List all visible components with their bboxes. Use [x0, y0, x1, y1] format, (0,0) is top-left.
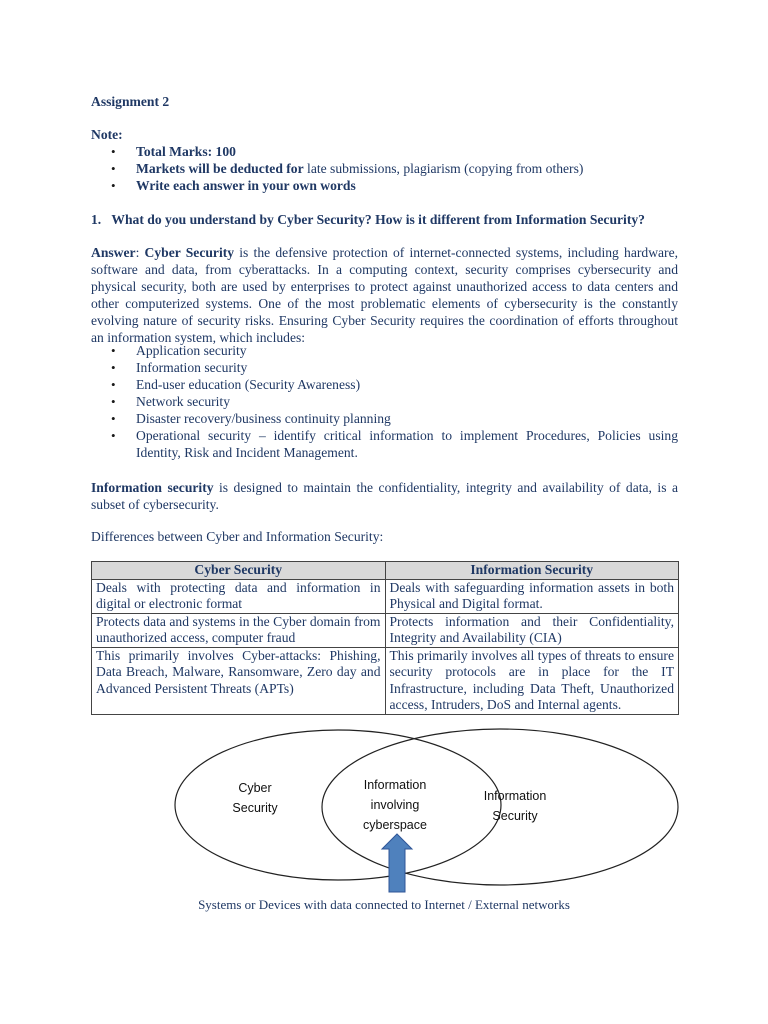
assignment-title: Assignment 2 — [91, 94, 170, 109]
comparison-table — [91, 561, 679, 715]
up-arrow-shape — [382, 834, 412, 892]
differences-heading: Differences between Cyber and Information Security: — [91, 529, 384, 544]
label-line: cyberspace — [363, 818, 427, 832]
question-1: 1. What do you understand by Cyber Security? How is it different from Information Security? — [91, 212, 645, 227]
note-list — [91, 143, 678, 194]
note-label: Note: — [91, 127, 123, 142]
info-security-term: Information security — [91, 480, 214, 495]
diagram-caption: Systems or Devices with data connected to Internet / External networks — [198, 897, 570, 912]
table-cell: This primarily involves Cyber-attacks: Phishing, Data Breach, Malware, Ransomware, Zero day and Advanced Persistent Threats (APTs) — [92, 647, 386, 714]
overlap-label — [340, 775, 450, 835]
list-item: • Application security — [91, 342, 678, 359]
note-item-bold: Markets will be deducted for — [136, 161, 304, 176]
table-header-row — [92, 562, 679, 580]
answer-text: is the defensive protection of internet-connected systems, including hardware, software and data, from cyberattacks. In a computing context, security comprises cybersecurity and physical security, both are used by enterprises to protect against unauthorized access to data centers and other computerized systems. One of the most problematic elements of cybersecurity is the constantly evolving nature of security risks. Ensuring Cyber Security requires the coordination of efforts throughout an information system, which includes: — [91, 245, 678, 345]
up-arrow-icon — [382, 834, 412, 892]
table-row — [92, 579, 679, 613]
note-item-rest: late submissions, plagiarism (copying from others) — [303, 161, 584, 176]
list-item: • End-user education (Security Awareness) — [91, 376, 678, 393]
table-cell: Deals with protecting data and information in digital or electronic format — [92, 579, 386, 613]
table-cell: This primarily involves all types of threats to ensure security protocols are in place for the IT Infrastructure, including Data Theft, Unauthorized access, Intruders, DoS and Internal agents. — [385, 647, 679, 714]
table-cell: Deals with safeguarding information assets in both Physical and Digital format. — [385, 579, 679, 613]
cyber-security-label — [210, 778, 300, 818]
list-item: • Disaster recovery/business continuity planning — [91, 410, 678, 427]
label-line: Security — [232, 801, 278, 815]
table-row — [92, 613, 679, 647]
security-areas-list — [91, 342, 678, 461]
answer-colon: : — [135, 245, 145, 260]
info-security-text: is designed to maintain the confidentiality, integrity and availability of data, is a subset of cybersecurity. — [91, 480, 678, 512]
note-item — [91, 177, 678, 194]
note-item — [91, 160, 678, 177]
note-item-bold: Total Marks: 100 — [136, 144, 236, 159]
list-item: • Network security — [91, 393, 678, 410]
table-cell: Protects data and systems in the Cyber domain from unauthorized access, computer fraud — [92, 613, 386, 647]
info-security-paragraph — [91, 479, 678, 513]
note-item — [91, 143, 678, 160]
note-item-bold: Write each answer in your own words — [136, 178, 356, 193]
label-line: Information — [483, 789, 547, 803]
answer-paragraph — [91, 244, 678, 346]
column-header-cyber: Cyber Security — [92, 562, 386, 580]
cyber-security-term: Cyber Security — [144, 245, 235, 260]
table-cell: Protects information and their Confidentiality, Integrity and Availability (CIA) — [385, 613, 679, 647]
label-line: Security — [492, 809, 538, 823]
list-item: • Information security — [91, 359, 678, 376]
information-security-label — [460, 786, 570, 826]
venn-diagram — [170, 727, 690, 897]
list-item: • Operational security – identify critical information to implement Procedures, Policies using Identity, Risk and Incident Management. — [91, 427, 678, 461]
answer-label: Answer — [91, 245, 136, 260]
label-line: involving — [370, 798, 420, 812]
column-header-information: Information Security — [385, 562, 679, 580]
table-row — [92, 647, 679, 714]
label-line: Cyber — [238, 781, 272, 795]
label-line: Information — [363, 778, 427, 792]
